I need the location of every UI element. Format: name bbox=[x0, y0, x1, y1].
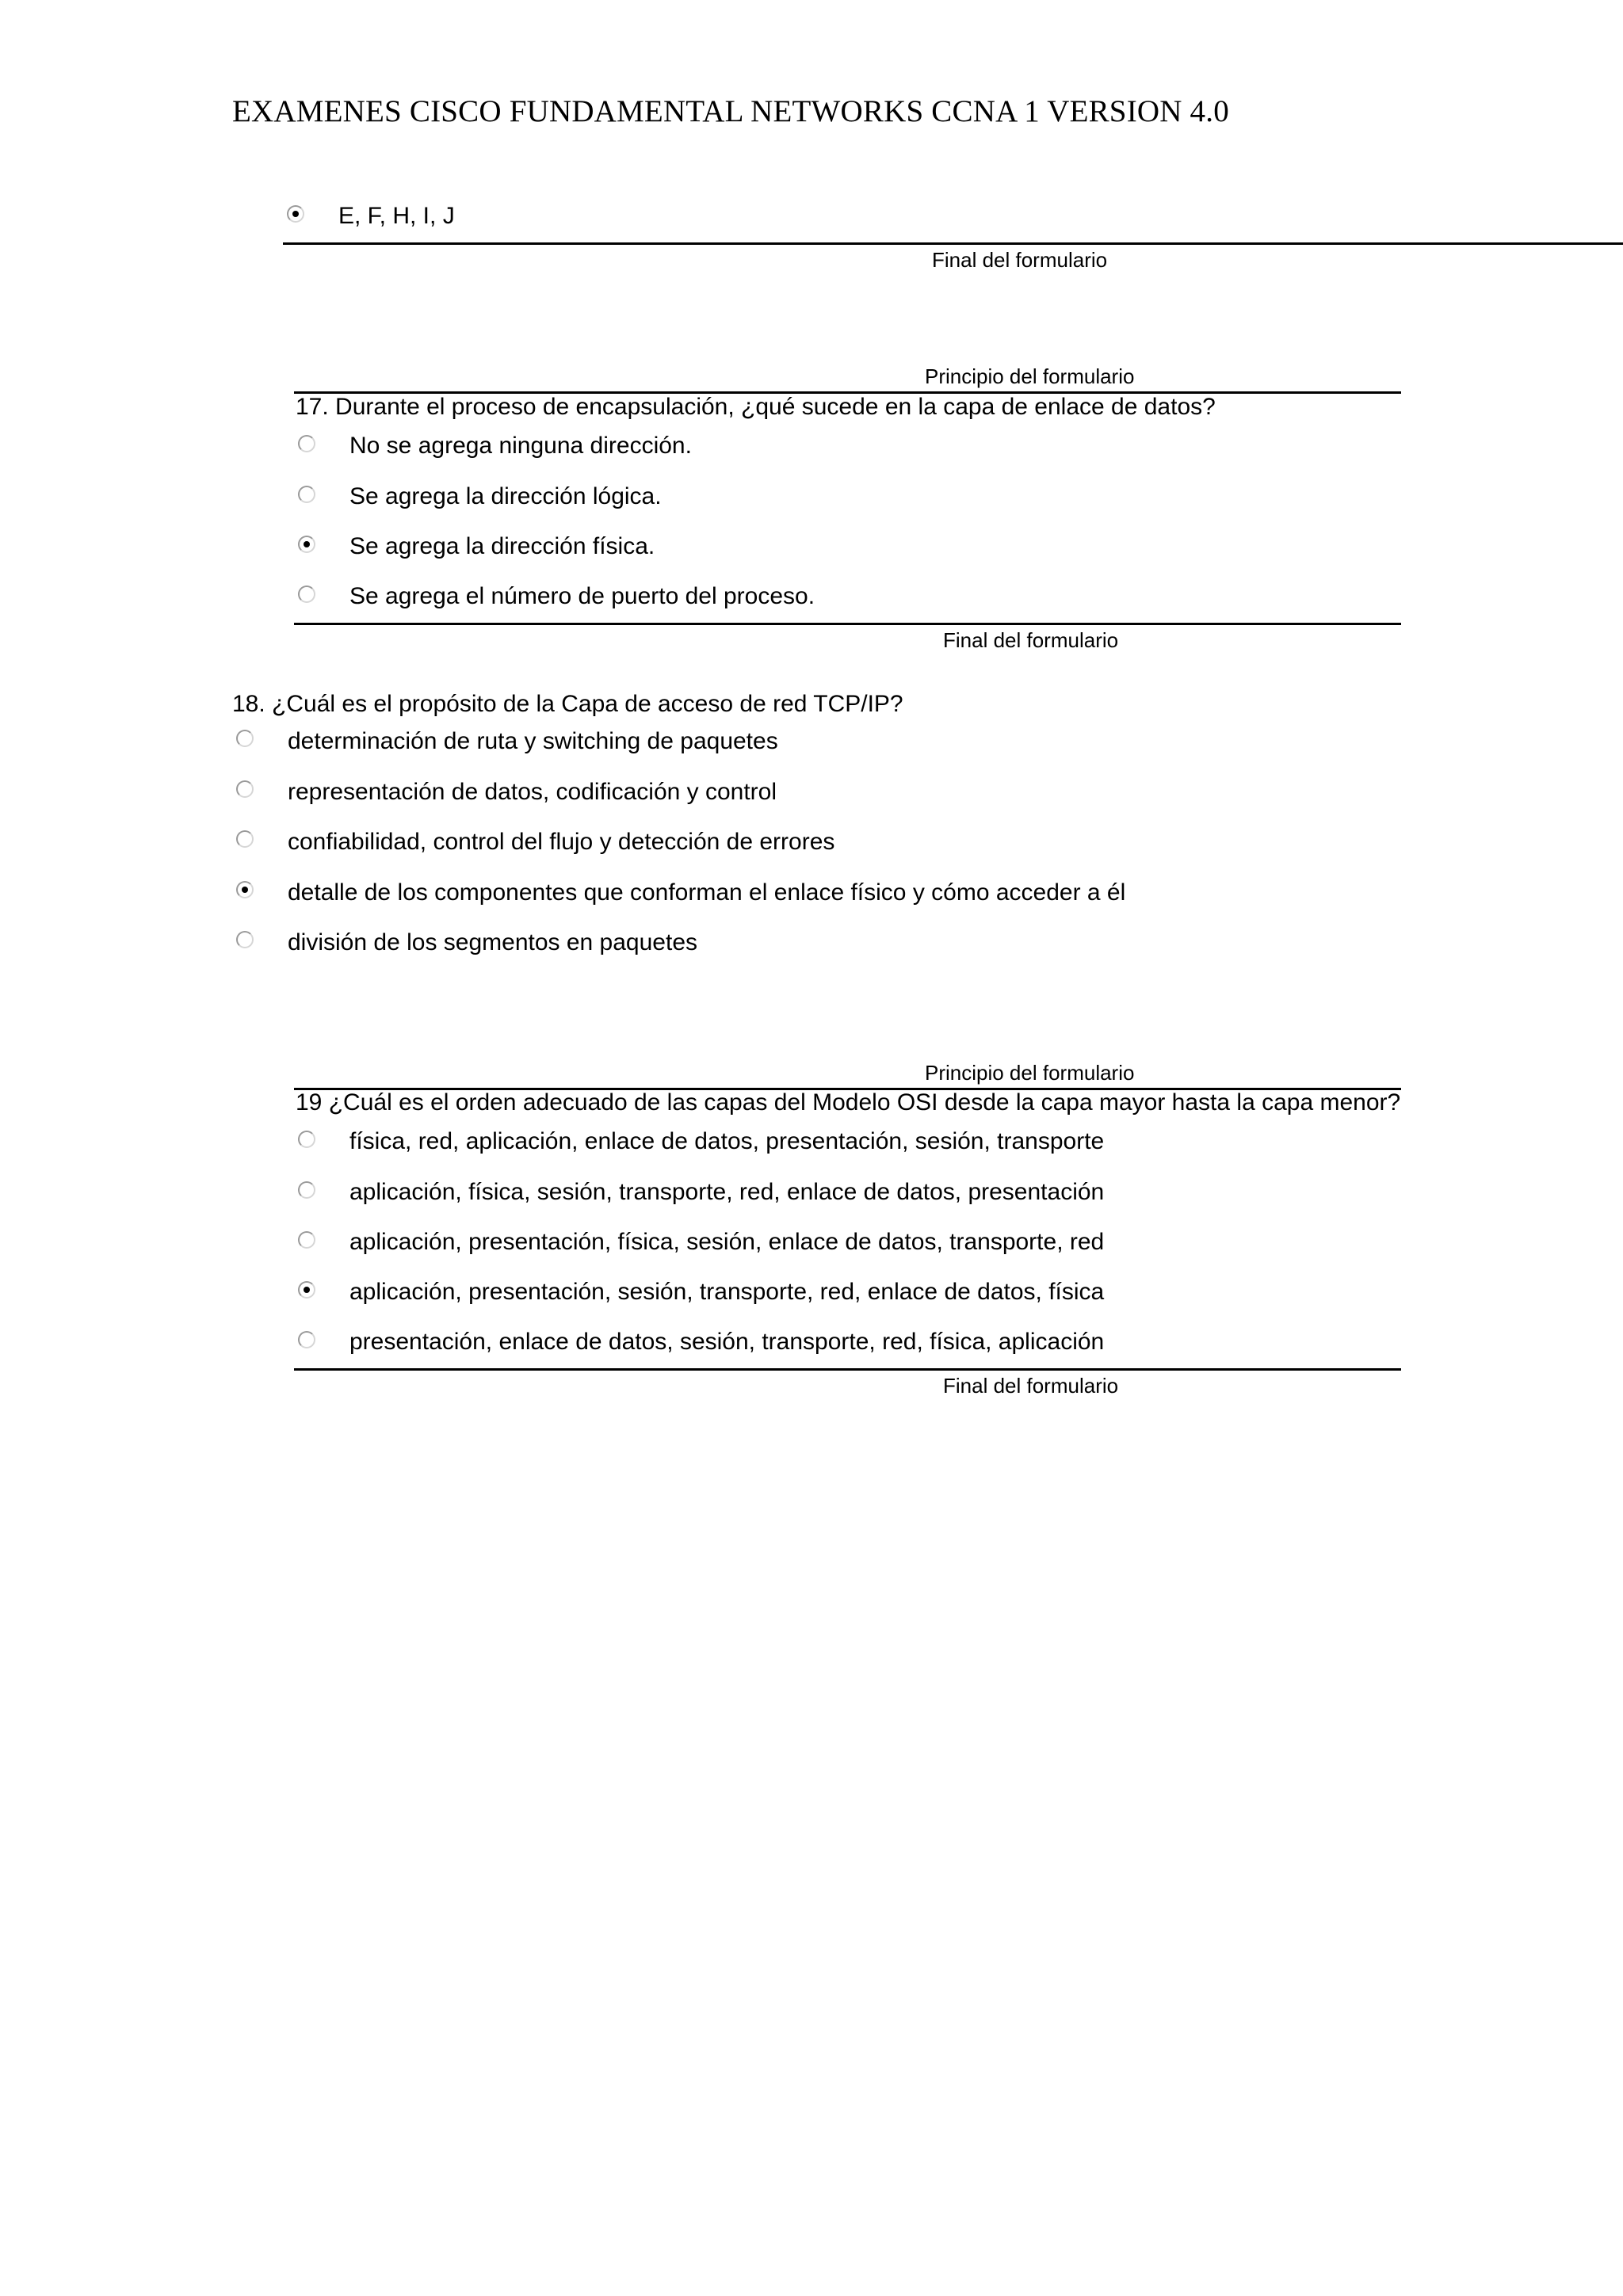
radio-button[interactable] bbox=[298, 1331, 315, 1348]
option-label: No se agrega ninguna dirección. bbox=[349, 433, 692, 459]
option-label: E, F, H, I, J bbox=[338, 203, 455, 229]
form-start-label: Principio del formulario bbox=[925, 1061, 1135, 1085]
form-end-label: Final del formulario bbox=[943, 1374, 1119, 1398]
radio-button[interactable] bbox=[298, 486, 315, 503]
option-label: Se agrega la dirección física. bbox=[349, 533, 655, 559]
radio-button[interactable] bbox=[236, 780, 254, 798]
option-label: Se agrega el número de puerto del proceso. bbox=[349, 583, 815, 609]
option-label: aplicación, presentación, física, sesión, enlace de datos, transporte, red bbox=[349, 1229, 1105, 1255]
radio-button[interactable] bbox=[287, 205, 304, 223]
option-label: Se agrega la dirección lógica. bbox=[349, 483, 662, 509]
form-end-label: Final del formulario bbox=[943, 628, 1119, 652]
form-divider bbox=[283, 242, 1623, 245]
form-end-label: Final del formulario bbox=[932, 248, 1108, 272]
radio-button[interactable] bbox=[236, 931, 254, 948]
question-text: 18. ¿Cuál es el propósito de la Capa de acceso de red TCP/IP? bbox=[232, 691, 903, 717]
form-divider bbox=[294, 1368, 1401, 1371]
page-title: EXAMENES CISCO FUNDAMENTAL NETWORKS CCNA 1 VERSION 4.0 bbox=[232, 94, 1229, 128]
option-label: detalle de los componentes que conforman el enlace físico y cómo acceder a él bbox=[288, 879, 1126, 906]
radio-button[interactable] bbox=[298, 435, 315, 452]
option-label: división de los segmentos en paquetes bbox=[288, 929, 698, 955]
radio-button[interactable] bbox=[298, 536, 315, 553]
form-start-label: Principio del formulario bbox=[925, 364, 1135, 388]
radio-button[interactable] bbox=[298, 1281, 315, 1299]
radio-button[interactable] bbox=[298, 1231, 315, 1249]
option-label: aplicación, presentación, sesión, transporte, red, enlace de datos, física bbox=[349, 1279, 1105, 1305]
option-label: representación de datos, codificación y control bbox=[288, 779, 777, 805]
option-label: confiabilidad, control del flujo y detección de errores bbox=[288, 829, 835, 855]
question-text: 19 ¿Cuál es el orden adecuado de las capas del Modelo OSI desde la capa mayor hasta la capa menor? bbox=[296, 1089, 1401, 1116]
option-label: aplicación, física, sesión, transporte, red, enlace de datos, presentación bbox=[349, 1179, 1105, 1205]
form-divider bbox=[294, 623, 1401, 625]
question-text: 17. Durante el proceso de encapsulación, ¿qué sucede en la capa de enlace de datos? bbox=[296, 394, 1216, 420]
option-label: determinación de ruta y switching de paquetes bbox=[288, 728, 778, 754]
radio-button[interactable] bbox=[298, 1181, 315, 1199]
option-label: presentación, enlace de datos, sesión, transporte, red, física, aplicación bbox=[349, 1329, 1105, 1355]
radio-button[interactable] bbox=[236, 830, 254, 848]
radio-button[interactable] bbox=[298, 585, 315, 603]
radio-button[interactable] bbox=[298, 1131, 315, 1148]
radio-button[interactable] bbox=[236, 881, 254, 898]
radio-button[interactable] bbox=[236, 730, 254, 747]
option-label: física, red, aplicación, enlace de datos, presentación, sesión, transporte bbox=[349, 1128, 1105, 1154]
